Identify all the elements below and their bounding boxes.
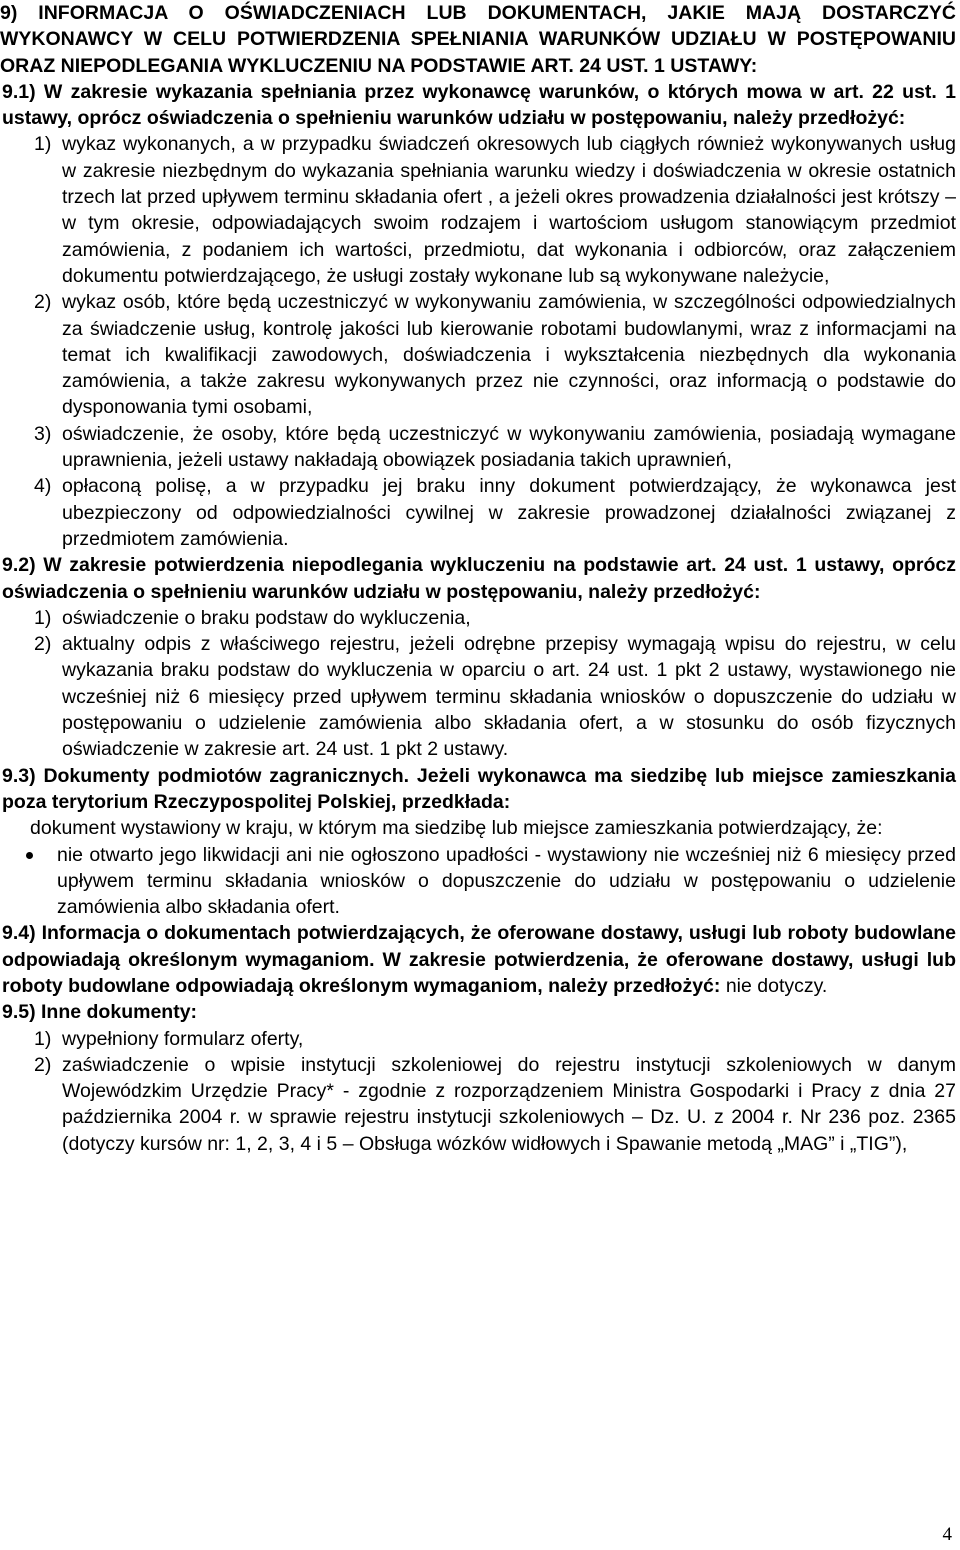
list-item — [2, 1026, 956, 1052]
item-number: 1) — [34, 133, 52, 156]
item-number: 2) — [34, 633, 52, 656]
list-item — [2, 1052, 956, 1157]
item-text: oświadczenie, że osoby, które będą uczestniczyć w wykonywaniu zamówienia, posiadają wymagane uprawnienia, jeżeli ustawy nakładają obowiązek posiadania takich uprawnień, — [62, 422, 956, 472]
item-number: 2) — [34, 1053, 52, 1076]
list-item — [2, 605, 956, 631]
section-9-3-bullets — [2, 842, 956, 921]
section-9-5-list — [2, 1026, 956, 1157]
section-9-3-intro: dokument wystawiony w kraju, w którym ma siedzibę lub miejsce zamieszkania potwierdzający, że: — [30, 817, 883, 840]
item-text: wykaz wykonanych, a w przypadku świadczeń okresowych lub ciągłych również wykonywanych usług w zakresie niezbędnym do wykazania spełniania warunku wiedzy i doświadczenia w okresie ostatnich trzech lat przed upływem terminu składania ofert , a jeżeli okres prowadzenia działalności jest krótszy – w tym okresie, odpowiadających swoim rodzajem i wartościom usługom stanowiącym przedmiot zamówienia, z podaniem ich wartości, przedmiotu, dat wykonania i odbiorców, oraz załączeniem dokumentu potwierdzającego, że usługi zostały wykonane lub są wykonywane należycie, — [62, 133, 956, 287]
section-heading: 9) INFORMACJA O OŚWIADCZENIACH LUB DOKUMENTACH, JAKIE MAJĄ DOSTARCZYĆ WYKONAWCY W CELU POTWIERDZENIA SPEŁNIANIA WARUNKÓW UDZIAŁU W POSTĘPOWANIU ORAZ NIEPODLEGANIA WYKLUCZENIU NA PODSTAWIE ART. 24 UST. 1 USTAWY: — [0, 2, 956, 77]
item-number: 3) — [34, 422, 52, 445]
list-item — [2, 421, 956, 474]
item-number: 2) — [34, 291, 52, 314]
item-number: 1) — [34, 606, 52, 629]
section-9-4 — [2, 920, 956, 999]
list-item — [2, 131, 956, 289]
section-9-2-list — [2, 605, 956, 763]
section-9-5-title: 9.5) Inne dokumenty: — [2, 1001, 198, 1024]
item-text: zaświadczenie o wpisie instytucji szkoleniowej do rejestru instytucji szkoleniowych w danym Wojewódzkim Urzędzie Pracy* - zgodnie z rozporządzeniem Ministra Gospodarki i Pracy z dnia 27 października 2004 r. w sprawie rejestru instytucji szkoleniowych – Dz. U. z 2004 r. Nr 236 poz. 2365 (dotyczy kursów nr: 1, 2, 3, 4 i 5 – Obsługa wózków widłowych i Spawanie metodą „MAG” i „TIG”), — [62, 1053, 956, 1155]
section-9-2-title: 9.2) W zakresie potwierdzenia niepodlegania wykluczeniu na podstawie art. 24 ust. 1 ustawy, oprócz oświadczenia o spełnieniu warunków udziału w postępowaniu, należy przedłożyć: — [2, 554, 956, 603]
item-text: aktualny odpis z właściwego rejestru, jeżeli odrębne przepisy wymagają wpisu do rejestru, w celu wykazania braku podstaw do wykluczenia w oparciu o art. 24 ust. 1 pkt 2 ustawy, wystawionego nie wcześniej niż 6 miesięcy przed upływem terminu składania wniosków o dopuszczenie do udziału w postępowaniu o udzielenie zamówienia albo składania ofert, a w stosunku do osób fizycznych oświadczenie w zakresie art. 24 ust. 1 pkt 2 ustawy. — [62, 633, 956, 761]
item-text: oświadczenie o braku podstaw do wykluczenia, — [62, 606, 471, 629]
section-9-4-title: 9.4) Informacja o dokumentach potwierdzających, że oferowane dostawy, usługi lub roboty budowlane odpowiadają określonym wymaganiom. W zakresie potwierdzenia, że oferowane dostawy, usługi lub roboty budowlane odpowiadają określonym wymaganiom, należy przedłożyć: — [2, 922, 956, 997]
bullet-item — [2, 842, 956, 921]
section-9-3-title: 9.3) Dokumenty podmiotów zagranicznych. Jeżeli wykonawca ma siedzibę lub miejsce zamieszkania poza terytorium Rzeczypospolitej Polskiej, przedkłada: — [2, 764, 956, 813]
section-9-4-answer: nie dotyczy. — [725, 974, 828, 997]
bullet-text: nie otwarto jego likwidacji ani nie ogłoszono upadłości - wystawiony nie wcześniej niż 6 miesięcy przed upływem terminu składania wniosków o dopuszczenie do udziału w postępowaniu o udzielenie zamówienia albo składania ofert. — [57, 843, 956, 919]
page-number: 4 — [942, 1524, 952, 1545]
list-item — [2, 289, 956, 420]
bullet-icon — [26, 852, 33, 859]
section-9-1-title: 9.1) W zakresie wykazania spełniania przez wykonawcę warunków, o których mowa w art. 22 ust. 1 ustawy, oprócz oświadczenia o spełnieniu warunków udziału w postępowaniu, należy przedłożyć: — [2, 80, 956, 130]
item-number: 4) — [34, 475, 52, 498]
item-text: opłaconą polisę, a w przypadku jej braku inny dokument potwierdzający, że wykonawca jest ubezpieczony od odpowiedzialności cywilnej w zakresie prowadzonej działalności związanej z przedmiotem zamówienia. — [62, 475, 956, 550]
item-text: wypełniony formularz oferty, — [62, 1027, 304, 1050]
section-9-1-list — [2, 131, 956, 552]
item-text: wykaz osób, które będą uczestniczyć w wykonywaniu zamówienia, w szczególności odpowiedzialnych za świadczenie usług, kontrolę jakości lub kierowanie robotami budowlanymi, wraz z informacjami na temat ich kwalifikacji zawodowych, doświadczenia i wykształcenia niezbędnych dla wykonania zamówienia, a także zakresu wykonywanych przez nie czynności, oraz informacją o podstawie do dysponowania tymi osobami, — [62, 291, 956, 419]
item-number: 1) — [34, 1027, 52, 1050]
list-item — [2, 473, 956, 552]
list-item — [2, 631, 956, 762]
